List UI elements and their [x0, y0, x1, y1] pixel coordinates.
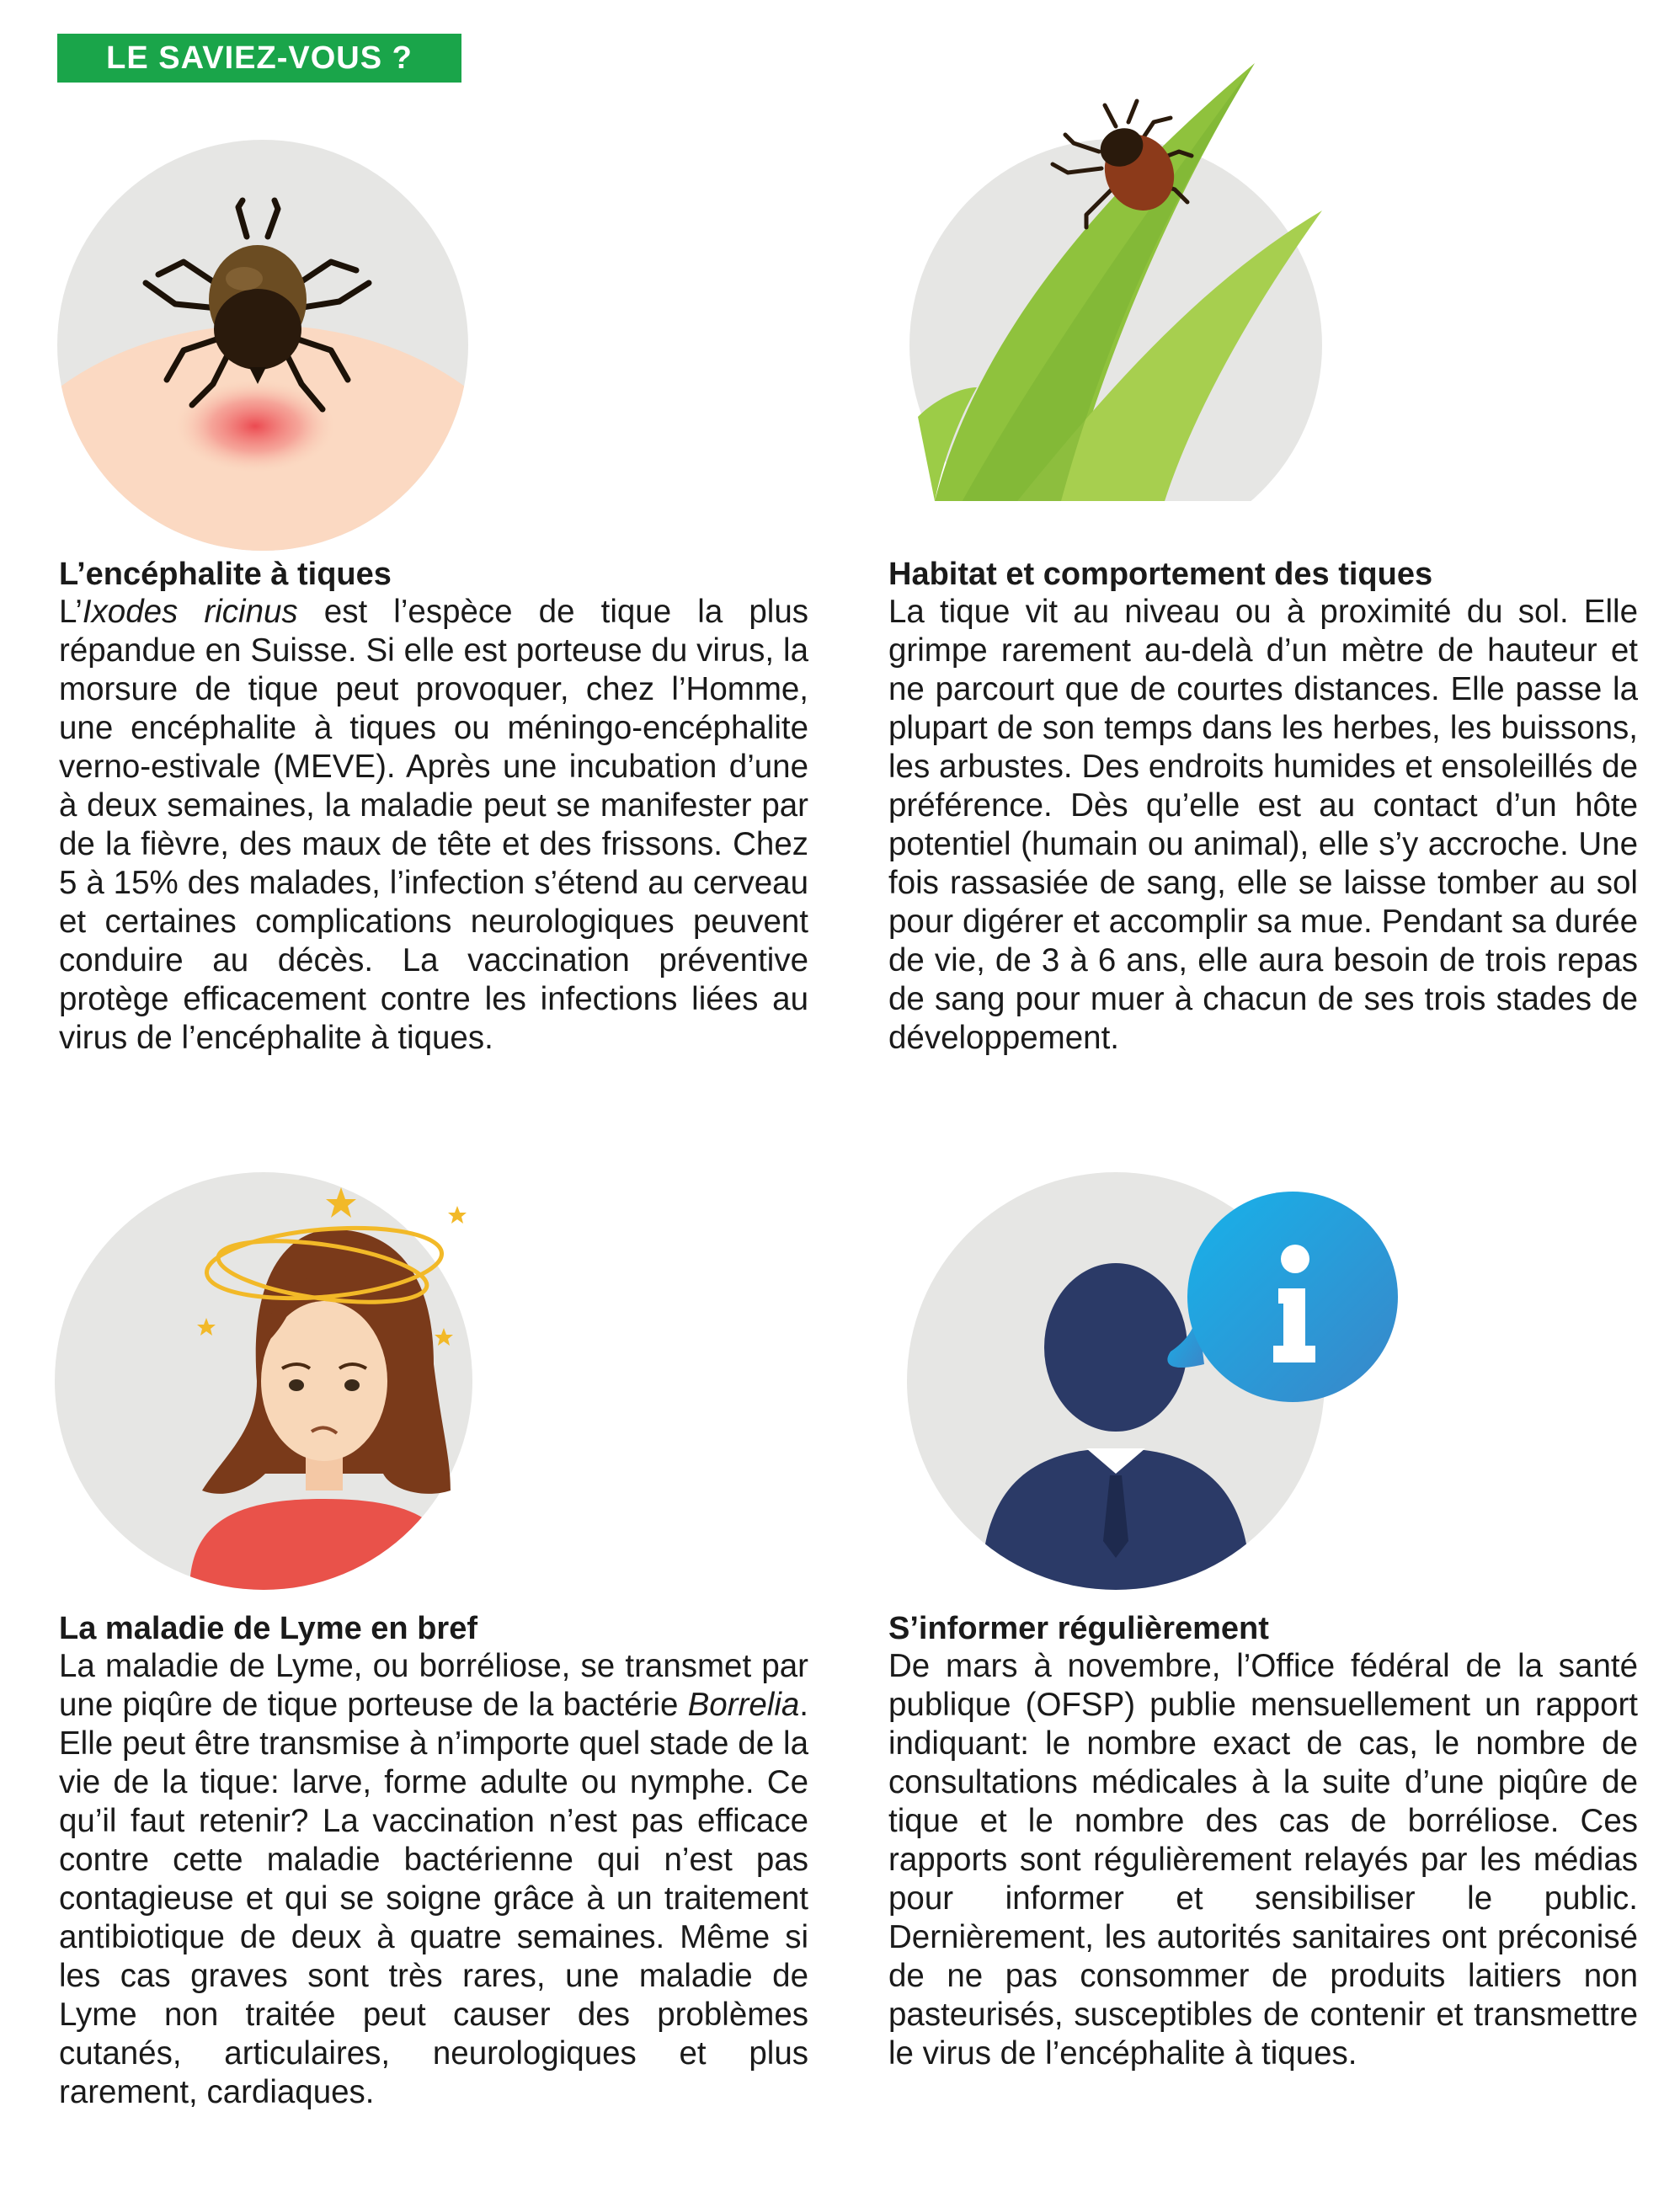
section-title: Habitat et comportement des tiques [888, 557, 1433, 592]
section-body: L’Ixodes ricinus est l’espèce de tique la plus répandue en Suisse. Si elle est porteuse du virus, la morsure de tique peut provoquer, chez l’Homme, une encéphalite à tiques ou méningo-encéphalite verno-estivale (MEVE). Après une incubation d’une à deux semaines, la maladie peut se manifester par de la fièvre, des maux de tête et des frissons. Chez 5 à 15% des malades, l’infection s’étend au cerveau et certaines complications neurologiques peuvent conduire au décès. La vaccination préventive protège efficacement contre les infections liées au virus de l’encéphalite à tiques. [59, 594, 808, 1056]
section-body: La tique vit au niveau ou à proximité du sol. Elle grimpe rarement au-delà d’un mètre de hauteur et ne parcourt que de courtes distances. Elle passe la plupart de son temps dans les herbes, les buissons, les arbustes. Des endroits humides et ensoleillés de préférence. Dès qu’elle est au contact d’un hôte potentiel (humain ou animal), elle s’y accroche. Une fois rassasiée de sang, elle se laisse tomber au sol pour digérer et accomplir sa mue. Pendant sa durée de vie, de 3 à 6 ans, elle aura besoin de trois repas de sang pour muer à chacun de ses trois stades de développement. [888, 594, 1638, 1056]
section-title: S’informer régulièrement [888, 1611, 1269, 1646]
section-lyme-disease [59, 1610, 808, 2112]
section-title: La maladie de Lyme en bref [59, 1611, 477, 1646]
info-person-icon [884, 1170, 1406, 1592]
section-title: L’encéphalite à tiques [59, 557, 392, 592]
section-tick-encephalitis [59, 556, 808, 1058]
tick-on-skin-icon [57, 140, 468, 551]
section-body: La maladie de Lyme, ou borréliose, se transmet par une piqûre de tique porteuse de la bactérie Borrelia. Elle peut être transmise à n’importe quel stade de la vie de la tique: larve, forme adulte ou nymphe. Ce qu’il faut retenir? La vaccination n’est pas efficace contre cette maladie bactérienne qui n’est pas contagieuse et qui se soigne grâce à un traitement antibiotique de deux à quatre semaines. Même si les cas graves sont très rares, une maladie de Lyme non traitée peut causer des problèmes cutanés, articulaires, neurologiques et plus rarement, cardiaques. [59, 1648, 808, 2110]
section-body: De mars à novembre, l’Office fédéral de la santé publique (OFSP) publie mensuellement un rapport indiquant: le nombre exact de cas, le nombre de consultations médicales à la suite d’une piqûre de tique et le nombre des cas de borréliose. Ces rapports sont régulièrement relayés par les médias pour informer et sensibiliser le public. Dernièrement, les autorités sanitaires ont préconisé de ne pas consommer de produits laitiers non pasteurisés, susceptibles de contenir et transmettre le virus de l’encéphalite à tiques. [888, 1648, 1638, 2072]
section-badge: LE SAVIEZ-VOUS ? [57, 34, 461, 83]
section-tick-habitat [888, 556, 1638, 1058]
dizzy-woman-icon [55, 1170, 577, 1592]
section-stay-informed [888, 1610, 1638, 2073]
tick-on-grass-icon [884, 63, 1356, 552]
